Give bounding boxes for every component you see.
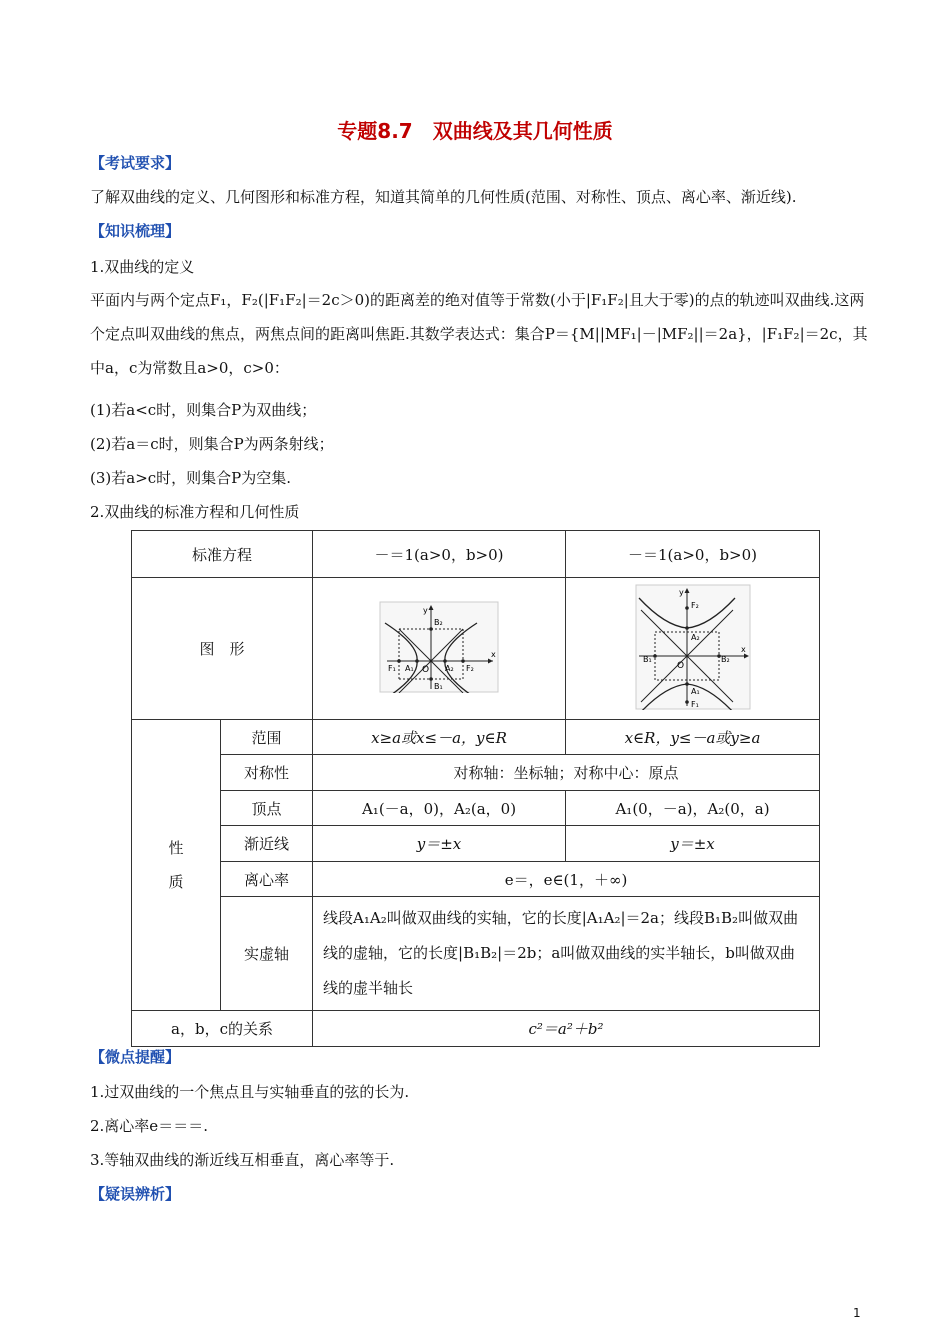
tip-3: 3.等轴双曲线的渐近线互相垂直，离心率等于. xyxy=(90,1151,395,1169)
exam-requirements-header: 【考试要求】 xyxy=(90,154,181,172)
figure-label: 图 形 xyxy=(132,578,313,720)
knowledge-header: 【知识梳理】 xyxy=(90,222,181,240)
fig2-b1-label: B₁ xyxy=(642,654,652,664)
figure-vertical-cell xyxy=(566,578,820,720)
range-label: 范围 xyxy=(221,720,313,755)
case-1: (1)若a<c时，则集合P为双曲线； xyxy=(90,401,317,419)
relation-value: c²＝a²＋b² xyxy=(313,1011,820,1047)
asymptote-horizontal: y＝±x xyxy=(313,826,566,862)
vertical-hyperbola-figure xyxy=(635,584,751,710)
eccentricity-value: e＝，e∈(1，＋∞) xyxy=(313,862,820,897)
properties-table xyxy=(131,530,820,1047)
symmetry-label: 对称性 xyxy=(221,755,313,791)
fig2-y-label: y xyxy=(678,587,684,597)
horizontal-hyperbola-figure xyxy=(379,601,499,693)
fig1-a2-label: A₂ xyxy=(445,663,454,673)
page-number: 1 xyxy=(853,1306,861,1320)
fig2-a2-label: A₂ xyxy=(690,632,700,642)
asymptote-vertical: y＝±x xyxy=(566,826,820,862)
page-title: 专题8.7 双曲线及其几何性质 xyxy=(337,119,613,143)
standard-equation-heading: 2.双曲线的标准方程和几何性质 xyxy=(90,503,300,521)
range-vertical: x∈R，y≤－a或y≥a xyxy=(566,720,820,755)
asymptote-label: 渐近线 xyxy=(221,826,313,862)
tip-1: 1.过双曲线的一个焦点且与实轴垂直的弦的长为. xyxy=(90,1083,410,1101)
fig1-a1-label: A₁ xyxy=(405,663,414,673)
fig2-x-label: x xyxy=(740,644,746,654)
fig2-f1-label: F₁ xyxy=(690,699,699,709)
tips-header: 【微点提醒】 xyxy=(90,1048,181,1066)
range-horizontal: x≥a或x≤－a，y∈R xyxy=(313,720,566,755)
fig1-b1-label: B₁ xyxy=(434,681,443,691)
fig2-origin-label: O xyxy=(676,660,684,671)
symmetry-value: 对称轴：坐标轴；对称中心：原点 xyxy=(313,755,820,791)
fig1-x-label: x xyxy=(491,649,496,659)
std-eq-vertical: －＝1(a>0，b>0) xyxy=(566,531,820,578)
figure-horizontal-cell xyxy=(313,578,566,720)
fig1-y-label: y xyxy=(423,605,428,615)
fig1-origin-label: O xyxy=(422,664,430,675)
fig1-b2-label: B₂ xyxy=(434,617,443,627)
vertex-vertical: A₁(0，－a)，A₂(0，a) xyxy=(566,791,820,826)
definition-text: 平面内与两个定点F₁，F₂(|F₁F₂|＝2c＞0)的距离差的绝对值等于常数(小于|F₁F₂|且大于零)的点的轨迹叫双曲线.这两个定点叫双曲线的焦点，两焦点间的距离叫焦距.其数学表达式：集合P＝{M||MF₁|－|MF₂||＝2a}，|F₁F₂|＝2c，其中a，c为常数且a>0，c>0： xyxy=(90,291,868,377)
std-eq-horizontal: －＝1(a>0，b>0) xyxy=(313,531,566,578)
fig2-b2-label: B₂ xyxy=(720,654,730,664)
fig2-f2-label: F₂ xyxy=(690,600,699,610)
fig1-f2-label: F₂ xyxy=(466,663,474,673)
exam-requirements-text: 了解双曲线的定义、几何图形和标准方程，知道其简单的几何性质(范围、对称性、顶点、离心率、渐近线). xyxy=(90,188,797,206)
case-2: (2)若a＝c时，则集合P为两条射线； xyxy=(90,435,334,453)
definition-heading: 1.双曲线的定义 xyxy=(90,258,195,276)
eccentricity-label: 离心率 xyxy=(221,862,313,897)
case-3: (3)若a>c时，则集合P为空集. xyxy=(90,469,292,487)
axes-label: 实虚轴 xyxy=(221,897,313,1011)
properties-label: 性 质 xyxy=(132,720,221,1011)
axes-description: 线段A₁A₂叫做双曲线的实轴，它的长度|A₁A₂|＝2a；线段B₁B₂叫做双曲线的虚轴，它的长度|B₁B₂|＝2b；a叫做双曲线的实半轴长，b叫做双曲线的虚半轴长 xyxy=(313,897,820,1011)
fig1-f1-label: F₁ xyxy=(388,663,396,673)
vertex-horizontal: A₁(－a，0)，A₂(a，0) xyxy=(313,791,566,826)
relation-label: a，b，c的关系 xyxy=(132,1011,313,1047)
tip-2: 2.离心率e＝＝＝. xyxy=(90,1117,208,1135)
fig2-a1-label: A₁ xyxy=(690,686,700,696)
mistakes-header: 【疑误辨析】 xyxy=(90,1185,181,1203)
vertex-label: 顶点 xyxy=(221,791,313,826)
std-eq-label: 标准方程 xyxy=(132,531,313,578)
